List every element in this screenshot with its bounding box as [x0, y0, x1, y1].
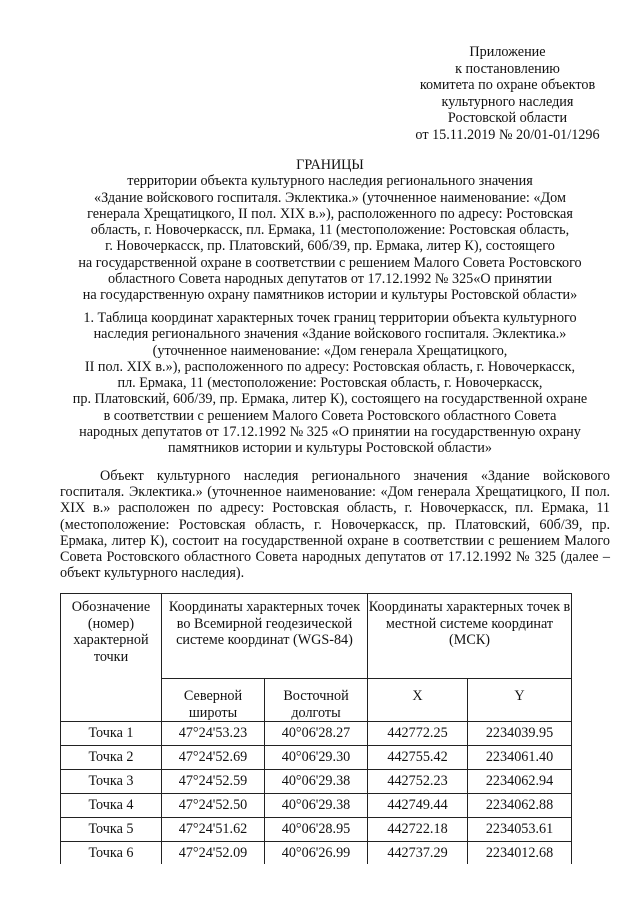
- cell-point: Точка 1: [61, 722, 162, 746]
- section-line: памятников истории и культуры Ростовской области»: [168, 440, 492, 457]
- section-line: II пол. XIX в.»), расположенного по адресу: Ростовская область, г. Новочеркасск,: [84, 358, 576, 375]
- body-paragraph: Объект культурного наследия регионального значения «Здание войскового госпиталя. Эклектика.» (уточненное наименование: «Дом генерала Хрещатицкого, II пол. XIX в.» расположен по адресу: Ростовская область, г. Новочеркасск, пл. Ермака, 11 (местоположение: Ростовская область, г. Новочеркасск, пр. Платовский, 60б/39, пр. Ермака, литер К), состоит на государственной охране в соответствии с решением Малого Совета Ростовского областного Совета народных депутатов от 17.12.1992 № 325 (далее – объект культурного наследия).: [60, 468, 610, 582]
- table-row: [61, 794, 572, 818]
- table-row: [61, 818, 572, 842]
- cell-x: 442772.25: [368, 722, 468, 746]
- document-title: [60, 157, 600, 304]
- header-east-longitude: Восточной долготы: [265, 679, 368, 722]
- cell-latitude: 47°24'53.23: [162, 722, 265, 746]
- appendix-line: комитета по охране объектов: [419, 77, 596, 93]
- cell-latitude: 47°24'52.69: [162, 746, 265, 770]
- cell-x: 442737.29: [368, 842, 468, 865]
- section-heading: [60, 310, 600, 457]
- header-north-latitude: Северной широты: [162, 679, 265, 722]
- appendix-line: Приложение: [469, 44, 546, 60]
- table-row: [61, 722, 572, 746]
- cell-y: 2234062.88: [468, 794, 572, 818]
- table-header-row: [61, 594, 572, 679]
- coordinates-table: [60, 593, 572, 864]
- title-line: на государственной охране в соответствии с решением Малого Совета Ростовского: [78, 254, 582, 271]
- cell-point: Точка 5: [61, 818, 162, 842]
- appendix-header: [385, 44, 630, 143]
- cell-point: Точка 3: [61, 770, 162, 794]
- header-x: X: [368, 679, 468, 722]
- section-line: в соответствии с решением Малого Совета Ростовского областного Совета: [103, 407, 557, 424]
- cell-y: 2234012.68: [468, 842, 572, 865]
- cell-y: 2234061.40: [468, 746, 572, 770]
- cell-point: Точка 6: [61, 842, 162, 865]
- cell-y: 2234053.61: [468, 818, 572, 842]
- title-line: территории объекта культурного наследия регионального значения: [127, 173, 533, 190]
- appendix-line: от 15.11.2019 № 20/01-01/1296: [415, 126, 600, 143]
- section-line: пл. Ермака, 11 (местоположение: Ростовская область, г. Новочеркасск,: [117, 375, 543, 392]
- section-line: 1. Таблица координат характерных точек границ территории объекта культурного: [83, 310, 577, 326]
- cell-longitude: 40°06'29.38: [265, 794, 368, 818]
- title-line: генерала Хрещатицкого, II пол. XIX в.»), расположенного по адресу: Ростовская: [87, 205, 573, 222]
- section-line: пр. Платовский, 60б/39, пр. Ермака, литер К), состоящего на государственной охране: [72, 391, 588, 408]
- cell-point: Точка 2: [61, 746, 162, 770]
- cell-x: 442749.44: [368, 794, 468, 818]
- header-y: Y: [468, 679, 572, 722]
- cell-y: 2234062.94: [468, 770, 572, 794]
- title-line: областного Совета народных депутатов от 17.12.1992 № 325«О принятии: [108, 271, 552, 288]
- table-row: [61, 842, 572, 865]
- section-line: наследия регионального значения «Здание войскового госпиталя. Эклектика.»: [93, 326, 567, 343]
- appendix-line: Ростовской области: [447, 110, 568, 126]
- header-wgs84: Координаты характерных точек во Всемирной геодезической системе координат (WGS-84): [162, 594, 368, 679]
- cell-longitude: 40°06'28.27: [265, 722, 368, 746]
- appendix-line: к постановлению: [455, 60, 560, 77]
- cell-point: Точка 4: [61, 794, 162, 818]
- cell-latitude: 47°24'52.09: [162, 842, 265, 865]
- title-line: на государственную охрану памятников истории и культуры Ростовской области»: [82, 287, 578, 304]
- cell-longitude: 40°06'28.95: [265, 818, 368, 842]
- appendix-line: культурного наследия: [441, 93, 574, 110]
- header-msk: Координаты характерных точек в местной системе координат (МСК): [368, 594, 572, 679]
- section-line: (уточненное наименование: «Дом генерала Хрещатицкого,: [152, 342, 508, 359]
- cell-y: 2234039.95: [468, 722, 572, 746]
- title-heading: ГРАНИЦЫ: [296, 157, 364, 173]
- cell-longitude: 40°06'29.38: [265, 770, 368, 794]
- cell-x: 442722.18: [368, 818, 468, 842]
- title-line: г. Новочеркасск, пр. Платовский, 60б/39, пр. Ермака, литер К), состоящего: [105, 238, 555, 255]
- cell-latitude: 47°24'52.50: [162, 794, 265, 818]
- header-point-designation: Обозначение (номер) характерной точки: [61, 594, 162, 722]
- title-line: «Здание войскового госпиталя. Эклектика.» (уточненное наименование: «Дом: [94, 189, 566, 206]
- title-line: область, г. Новочеркасск, пл. Ермака, 11 (местоположение: Ростовская область,: [90, 222, 570, 239]
- table-row: [61, 746, 572, 770]
- cell-x: 442755.42: [368, 746, 468, 770]
- cell-latitude: 47°24'52.59: [162, 770, 265, 794]
- section-line: народных депутатов от 17.12.1992 № 325 «О принятии на государственную охрану: [79, 424, 581, 441]
- cell-latitude: 47°24'51.62: [162, 818, 265, 842]
- table-row: [61, 770, 572, 794]
- cell-x: 442752.23: [368, 770, 468, 794]
- cell-longitude: 40°06'26.99: [265, 842, 368, 865]
- cell-longitude: 40°06'29.30: [265, 746, 368, 770]
